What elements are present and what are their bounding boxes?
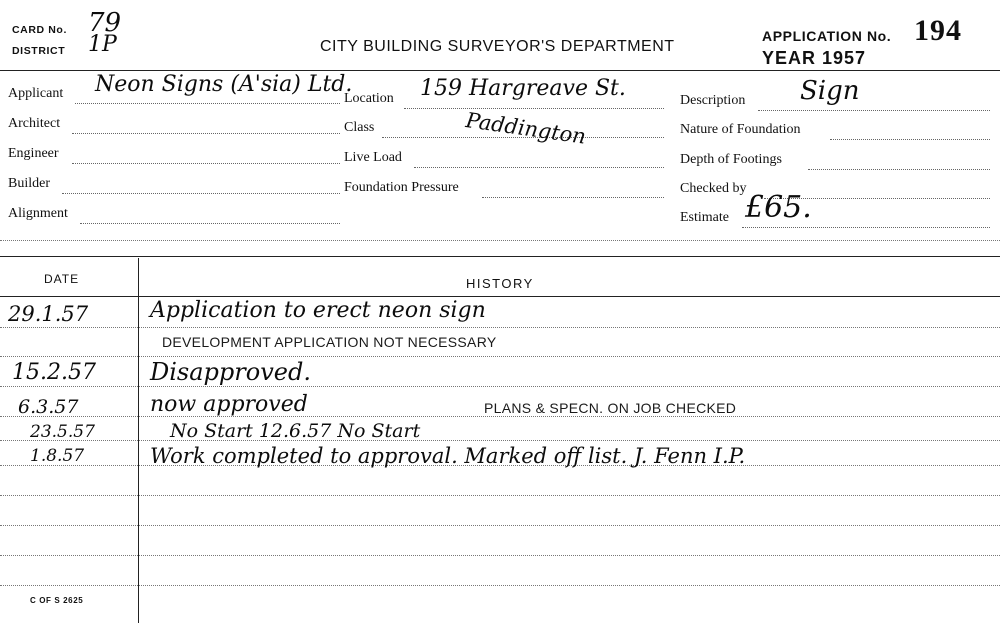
architect-label: Architect	[8, 116, 61, 131]
history-date: 15.2.57	[12, 360, 96, 385]
card-no-value: 79	[88, 8, 122, 38]
estimate-value: £65.	[745, 190, 812, 225]
fields-rule	[0, 256, 1000, 257]
location-value-suburb: Paddington	[464, 108, 588, 149]
location-label: Location	[344, 91, 394, 106]
nature-of-foundation-label: Nature of Foundation	[680, 122, 801, 137]
description-value: Sign	[800, 76, 860, 106]
application-year: YEAR 1957	[762, 48, 867, 68]
card-no-label: CARD No.	[12, 24, 67, 36]
live-load-label: Live Load	[344, 150, 402, 165]
depth-of-footings-label: Depth of Footings	[680, 152, 782, 167]
history-stamp: DEVELOPMENT APPLICATION NOT NECESSARY	[162, 334, 497, 350]
history-date: 29.1.57	[8, 302, 89, 326]
location-value-street: 159 Hargreave St.	[420, 76, 626, 101]
checked-by-label: Checked by	[680, 181, 747, 196]
history-column-header: HISTORY	[466, 276, 534, 291]
applicant-value: Neon Signs (A'sia) Ltd.	[95, 72, 353, 97]
history-date: 6.3.57	[18, 396, 79, 418]
alignment-label: Alignment	[8, 206, 68, 221]
builder-label: Builder	[8, 176, 50, 191]
engineer-label: Engineer	[8, 146, 59, 161]
application-no-value: 194	[914, 14, 962, 47]
history-entry: Work completed to approval. Marked off list. J. Fenn I.P.	[150, 444, 746, 468]
header-rule	[0, 70, 1000, 71]
history-entry: No Start 12.6.57 No Start	[170, 420, 421, 442]
history-date: 23.5.57	[30, 422, 95, 442]
district-value: 1P	[88, 32, 117, 57]
foundation-pressure-label: Foundation Pressure	[344, 180, 459, 195]
history-date: 1.8.57	[30, 446, 85, 466]
date-column-header: DATE	[44, 272, 80, 286]
history-entry: Disapproved.	[150, 358, 311, 386]
history-stamp: PLANS & SPECN. ON JOB CHECKED	[484, 400, 737, 416]
history-entry: now approved	[150, 392, 308, 417]
history-entry: Application to erect neon sign	[150, 298, 486, 323]
department-title: CITY BUILDING SURVEYOR'S DEPARTMENT	[320, 38, 675, 55]
estimate-label: Estimate	[680, 210, 729, 225]
class-label: Class	[344, 120, 375, 135]
applicant-label: Applicant	[8, 86, 64, 101]
district-label: DISTRICT	[12, 45, 66, 57]
description-label: Description	[680, 93, 746, 108]
application-no-label: APPLICATION No.	[762, 28, 892, 44]
form-number: C OF S 2625	[30, 596, 84, 605]
